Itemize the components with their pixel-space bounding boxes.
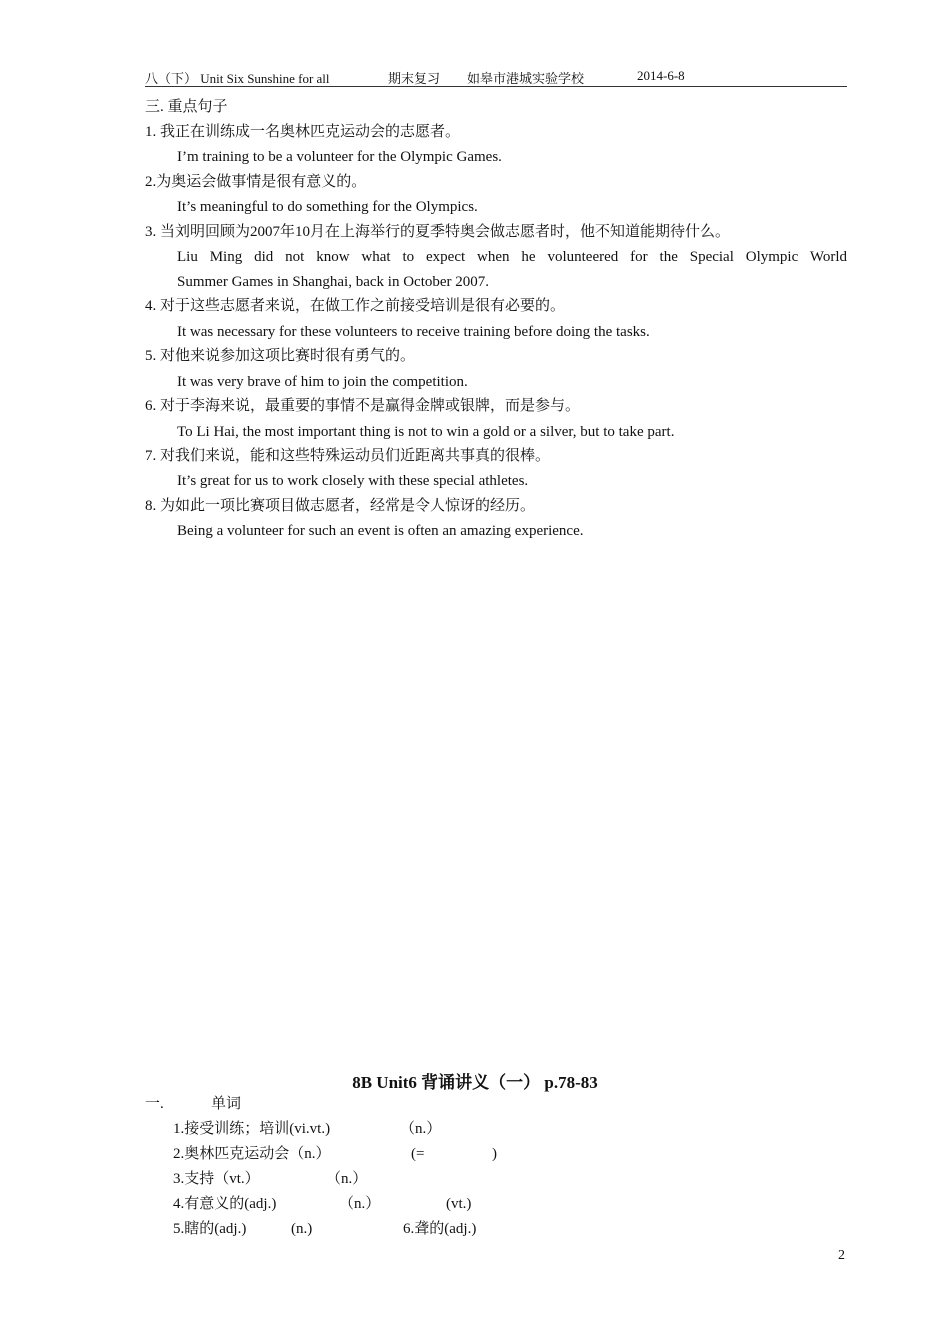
sentence-zh-8: 8. 为如此一项比赛项目做志愿者，经常是令人惊讶的经历。 bbox=[145, 498, 536, 514]
sentence-en-8: Being a volunteer for such an event is often an amazing experience. bbox=[177, 523, 584, 539]
sentence-zh-1: 1. 我正在训练成一名奥林匹克运动会的志愿者。 bbox=[145, 124, 461, 140]
page-header bbox=[145, 66, 847, 87]
sentence-en-7: It’s great for us to work closely with these special athletes. bbox=[177, 473, 529, 489]
section-heading: 三. 重点句子 bbox=[145, 99, 228, 115]
vocab-4: 4.有意义的(adj.) bbox=[173, 1196, 277, 1212]
vocab-2-blank-a: (= bbox=[411, 1146, 425, 1162]
vocab-5-blank: (n.) bbox=[291, 1221, 313, 1237]
sentence-zh-7: 7. 对我们来说，能和这些特殊运动员们近距离共事真的很棒。 bbox=[145, 448, 551, 464]
sentence-zh-4: 4. 对于这些志愿者来说，在做工作之前接受培训是很有必要的。 bbox=[145, 298, 566, 314]
vocab-1-blank: （n.） bbox=[400, 1121, 442, 1137]
vocab-3-blank: （n.） bbox=[326, 1171, 368, 1187]
sentence-en-2: It’s meaningful to do something for the Olympics. bbox=[177, 199, 478, 215]
vocab-2: 2.奥林匹克运动会（n.） bbox=[173, 1146, 331, 1162]
header-unit: 八（下） Unit Six Sunshine for all bbox=[145, 71, 330, 86]
vocab-3: 3.支持（vt.） bbox=[173, 1171, 260, 1187]
vocab-2-blank-b: ) bbox=[492, 1146, 497, 1162]
sentence-zh-5: 5. 对他来说参加这项比赛时很有勇气的。 bbox=[145, 348, 416, 364]
vocab-section-number: 一. bbox=[145, 1096, 164, 1112]
vocab-section-label: 单词 bbox=[211, 1096, 242, 1112]
sentence-en-6: To Li Hai, the most important thing is not to win a gold or a silver, but to take part. bbox=[177, 424, 675, 440]
sentence-en-3b: Summer Games in Shanghai, back in October 2007. bbox=[177, 274, 490, 290]
sentence-en-1: I’m training to be a volunteer for the Olympic Games. bbox=[177, 149, 502, 165]
vocab-4-blank-a: （n.） bbox=[339, 1196, 381, 1212]
vocab-5: 5.瞎的(adj.) bbox=[173, 1221, 247, 1237]
sentence-en-4: It was necessary for these volunteers to receive training before doing the tasks. bbox=[177, 324, 650, 340]
vocab-4-blank-b: (vt.) bbox=[446, 1196, 472, 1212]
sentence-en-3a: Liu Ming did not know what to expect when he volunteered for the Special Olympic World bbox=[177, 249, 847, 265]
vocab-1: 1.接受训练；培训(vi.vt.) bbox=[173, 1121, 331, 1137]
sentence-zh-6: 6. 对于李海来说，最重要的事情不是赢得金牌或银牌，而是参与。 bbox=[145, 398, 581, 414]
header-review: 期末复习 bbox=[388, 71, 441, 86]
header-date: 2014-6-8 bbox=[637, 68, 685, 83]
sentence-zh-2: 2.为奥运会做事情是很有意义的。 bbox=[145, 174, 367, 190]
sentence-en-5: It was very brave of him to join the competition. bbox=[177, 374, 468, 390]
handout-title: 8B Unit6 背诵讲义（一） p.78-83 bbox=[352, 1073, 598, 1092]
vocab-6: 6.聋的(adj.) bbox=[403, 1221, 477, 1237]
page-number: 2 bbox=[838, 1248, 845, 1263]
header-school: 如皋市港城实验学校 bbox=[467, 71, 585, 86]
sentence-zh-3: 3. 当刘明回顾为2007年10月在上海举行的夏季特奥会做志愿者时，他不知道能期待什么。 bbox=[145, 224, 731, 240]
